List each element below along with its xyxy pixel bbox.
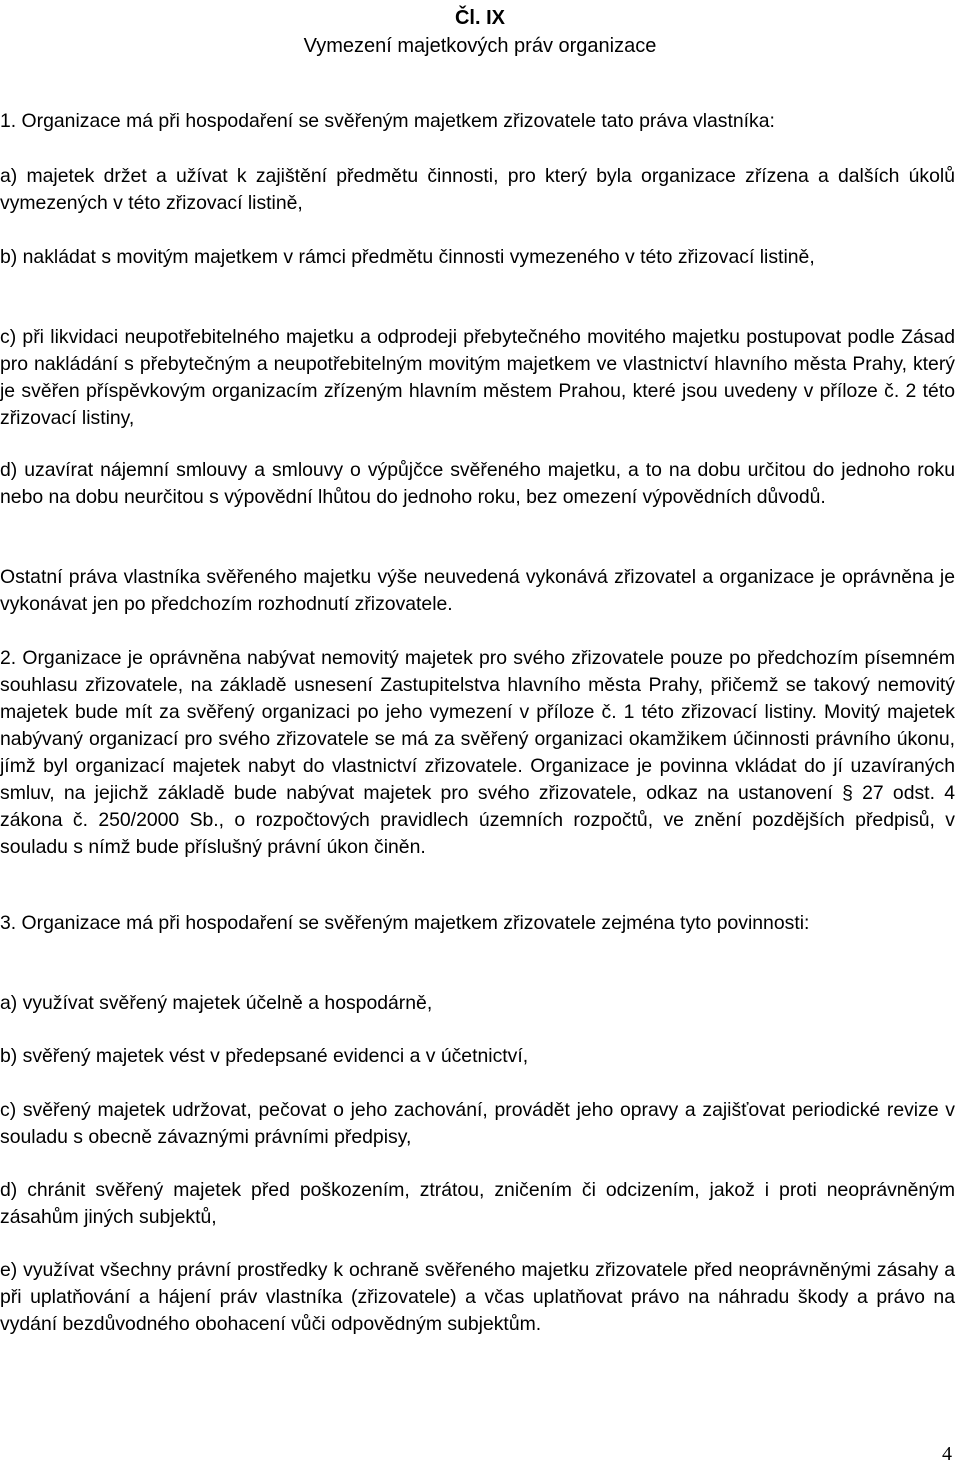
paragraph-2: 2. Organizace je oprávněna nabývat nemovitý majetek pro svého zřizovatele pouze po předchozím písemném souhlasu zřizovatele, na základě usnesení Zastupitelstva hlavního města Prahy, přičemž se takový nemovitý majetek bude mít za svěřený organizaci po jeho vymezení v příloze č. 1 této zřizovací listiny. Movitý majetek nabývaný organizací pro svého zřizovatele se má za svěřený organizaci okamžikem účinnosti právního úkonu, jímž byl organizací majetek nabyt do vlastnictví zřizovatele. Organizace je povinna vkládat do jí uzavíraných smluv, na jejichž základě bude nabývat majetek pro svého zřizovatele, odkaz na ustanovení § 27 odst. 4 zákona č. 250/2000 Sb., o rozpočtových pravidlech územních rozpočtů, ve znění pozdějších předpisů, v souladu s nímž bude příslušný právní úkon činěn. [0, 647, 955, 858]
paragraph-3b: b) svěřený majetek vést v předepsané evidenci a v účetnictví, [0, 1045, 529, 1067]
paragraph-3c: c) svěřený majetek udržovat, pečovat o jeho zachování, provádět jeho opravy a zajišťovat periodické revize v souladu s obecně závaznými právními předpisy, [0, 1099, 955, 1148]
paragraph-3-intro: 3. Organizace má při hospodaření se svěřeným majetkem zřizovatele zejména tyto povinnosti: [0, 912, 810, 934]
article-number: Čl. IX [454, 7, 505, 29]
paragraph-1-other-rights: Ostatní práva vlastníka svěřeného majetku výše neuvedená vykonává zřizovatel a organizace je oprávněna je vykonávat jen po předchozím rozhodnutí zřizovatele. [0, 566, 955, 615]
paragraph-1-intro: 1. Organizace má při hospodaření se svěřeným majetkem zřizovatele tato práva vlastníka: [0, 110, 775, 132]
page-number: 4 [942, 1443, 952, 1465]
paragraph-1b: b) nakládat s movitým majetkem v rámci předmětu činnosti vymezeného v této zřizovací listině, [0, 246, 815, 268]
paragraph-1a: a) majetek držet a užívat k zajištění předmětu činnosti, pro který byla organizace zřízena a dalších úkolů vymezených v této zřizovací listině, [0, 165, 955, 214]
paragraph-3a: a) využívat svěřený majetek účelně a hospodárně, [0, 992, 433, 1014]
article-title: Vymezení majetkových práv organizace [303, 35, 657, 57]
article-heading [0, 4, 960, 60]
paragraph-3e: e) využívat všechny právní prostředky k ochraně svěřeného majetku zřizovatele před neoprávněnými zásahy a při uplatňování a hájení práv vlastníka (zřizovatele) a včas uplatňovat právo na náhradu škody a právo na vydání bezdůvodného obohacení vůči odpovědným subjektům. [0, 1259, 955, 1335]
paragraph-1c: c) při likvidaci neupotřebitelného majetku a odprodeji přebytečného movitého majetku postupovat podle Zásad pro nakládání s přebytečným a neupotřebitelným movitým majetkem ve vlastnictví hlavního města Prahy, který je svěřen příspěvkovým organizacím zřízeným hlavním městem Prahou, které jsou uvedeny v příloze č. 2 této zřizovací listiny, [0, 326, 955, 429]
paragraph-3d: d) chránit svěřený majetek před poškozením, ztrátou, zničením či odcizením, jakož i proti neoprávněným zásahům jiných subjektů, [0, 1179, 955, 1228]
paragraph-1d: d) uzavírat nájemní smlouvy a smlouvy o výpůjčce svěřeného majetku, a to na dobu určitou do jednoho roku nebo na dobu neurčitou s výpovědní lhůtou do jednoho roku, bez omezení výpovědních důvodů. [0, 459, 955, 508]
